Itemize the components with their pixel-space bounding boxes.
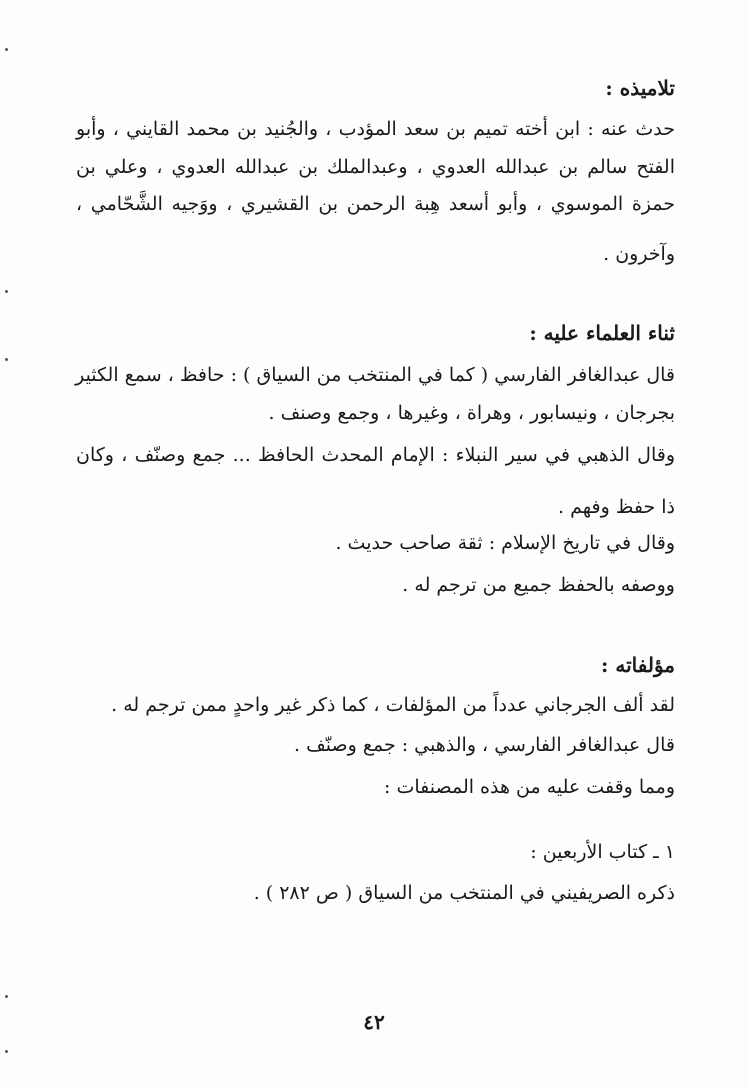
praise-heading: ثناء العلماء عليه : xyxy=(529,321,675,345)
students-line-3: حمزة الموسوي ، وأبو أسعد هِبة الرحمن بن القشيري ، ووَجيه الشَّحّامي ، xyxy=(76,193,675,215)
works-heading: مؤلفاته : xyxy=(601,653,675,677)
praise-line-2: بجرجان ، ونيسابور ، وهراة ، وغيرها ، وجمع وصنف . xyxy=(268,402,675,424)
students-line-4: وآخرون . xyxy=(603,243,675,265)
praise-line-6: ووصفه بالحفظ جميع من ترجم له . xyxy=(402,574,675,596)
praise-line-3: وقال الذهبي في سير النبلاء : الإمام المحدث الحافظ ... جمع وصنّف ، وكان xyxy=(76,444,675,466)
praise-line-4: ذا حفظ وفهم . xyxy=(558,496,675,518)
margin-mark xyxy=(5,290,8,293)
margin-mark xyxy=(5,358,8,361)
students-heading: تلاميذه : xyxy=(605,76,675,100)
margin-mark xyxy=(5,48,8,51)
works-line-2: قال عبدالغافر الفارسي ، والذهبي : جمع وصنّف . xyxy=(294,734,675,756)
praise-line-1: قال عبدالغافر الفارسي ( كما في المنتخب من السياق ) : حافظ ، سمع الكثير xyxy=(75,364,675,386)
margin-mark xyxy=(5,1050,8,1053)
page-number: ٤٢ xyxy=(363,1010,385,1034)
students-line-1: حدث عنه : ابن أخته تميم بن سعد المؤدب ، والجُنيد بن محمد القايني ، وأبو xyxy=(76,118,675,140)
margin-mark xyxy=(5,995,8,998)
book-1-description: ذكره الصريفيني في المنتخب من السياق ( ص ٢٨٢ ) . xyxy=(253,882,675,904)
students-line-2: الفتح سالم بن عبدالله العدوي ، وعبدالملك بن عبدالله العدوي ، وعلي بن xyxy=(76,156,675,178)
works-line-1: لقد ألف الجرجاني عدداً من المؤلفات ، كما ذكر غير واحدٍ ممن ترجم له . xyxy=(111,694,675,716)
praise-line-5: وقال في تاريخ الإسلام : ثقة صاحب حديث . xyxy=(335,532,675,554)
works-line-3: ومما وقفت عليه من هذه المصنفات : xyxy=(384,776,675,798)
book-1-title: ١ ـ كتاب الأربعين : xyxy=(530,841,675,863)
